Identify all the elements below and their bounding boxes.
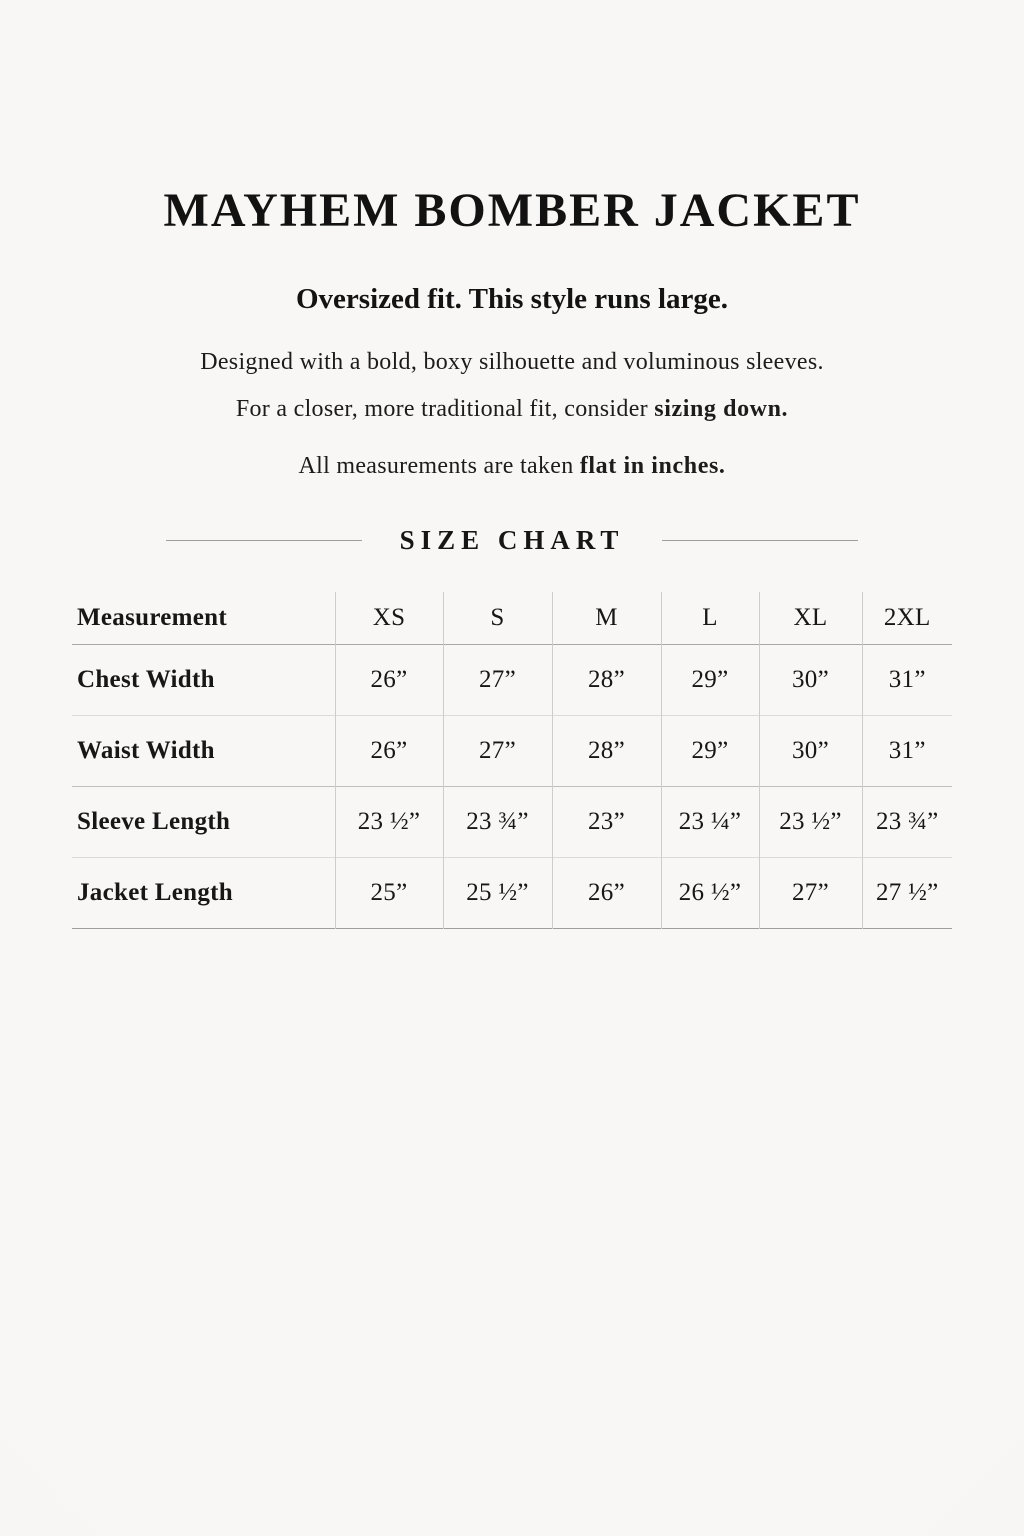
cell-value: 23 ¾” bbox=[862, 786, 952, 857]
cell-value: 28” bbox=[552, 644, 661, 715]
column-header-xl: XL bbox=[759, 592, 862, 644]
cell-value: 23 ½” bbox=[335, 786, 443, 857]
cell-value: 29” bbox=[661, 644, 759, 715]
cell-value: 23 ½” bbox=[759, 786, 862, 857]
cell-value: 25” bbox=[335, 857, 443, 928]
cell-value: 31” bbox=[862, 715, 952, 786]
column-header-2xl: 2XL bbox=[862, 592, 952, 644]
cell-value: 27” bbox=[443, 644, 552, 715]
cell-value: 23” bbox=[552, 786, 661, 857]
table-header-row bbox=[72, 592, 952, 644]
page-title: MAYHEM BOMBER JACKET bbox=[163, 184, 861, 237]
column-header-s: S bbox=[443, 592, 552, 644]
row-label: Jacket Length bbox=[77, 878, 233, 906]
fit-description-line-3-emphasis: flat in inches. bbox=[579, 453, 726, 480]
cell-value: 26” bbox=[335, 644, 443, 715]
table-row-jacket-length bbox=[72, 857, 952, 928]
fit-subtitle: Oversized fit. This style runs large. bbox=[295, 282, 728, 315]
column-header-l: L bbox=[661, 592, 759, 644]
cell-value: 26” bbox=[335, 715, 443, 786]
fit-description-line-2-emphasis: sizing down. bbox=[654, 396, 789, 423]
column-header-m: M bbox=[552, 592, 661, 644]
cell-value: 26 ½” bbox=[661, 857, 759, 928]
size-chart-heading-label: SIZE CHART bbox=[399, 525, 625, 556]
cell-value: 26” bbox=[552, 857, 661, 928]
heading-rule-right bbox=[662, 540, 858, 541]
cell-value: 27 ½” bbox=[862, 857, 952, 928]
table-row-chest-width bbox=[72, 644, 952, 715]
row-label: Chest Width bbox=[77, 665, 215, 693]
table-row-sleeve-length bbox=[72, 786, 952, 857]
column-header-measurement: Measurement bbox=[77, 604, 228, 632]
column-header-xs: XS bbox=[335, 592, 443, 644]
fit-description-line-1: Designed with a bold, boxy silhouette and voluminous sleeves. bbox=[200, 349, 824, 376]
cell-value: 28” bbox=[552, 715, 661, 786]
size-chart-table bbox=[72, 592, 952, 929]
fit-description-line-3 bbox=[0, 451, 1024, 481]
fit-description-line-2 bbox=[0, 394, 1024, 424]
cell-value: 23 ¾” bbox=[443, 786, 552, 857]
cell-value: 27” bbox=[443, 715, 552, 786]
cell-value: 30” bbox=[759, 644, 862, 715]
cell-value: 25 ½” bbox=[443, 857, 552, 928]
size-chart-heading bbox=[0, 527, 1024, 554]
cell-value: 30” bbox=[759, 715, 862, 786]
cell-value: 29” bbox=[661, 715, 759, 786]
cell-value: 23 ¼” bbox=[661, 786, 759, 857]
table-row-waist-width bbox=[72, 715, 952, 786]
heading-rule-left bbox=[166, 540, 362, 541]
fit-description-line-2-text: For a closer, more traditional fit, consider bbox=[235, 396, 655, 423]
cell-value: 27” bbox=[759, 857, 862, 928]
fit-description-line-3-text: All measurements are taken bbox=[298, 453, 580, 480]
row-label: Waist Width bbox=[77, 736, 215, 764]
cell-value: 31” bbox=[862, 644, 952, 715]
row-label: Sleeve Length bbox=[77, 807, 231, 835]
